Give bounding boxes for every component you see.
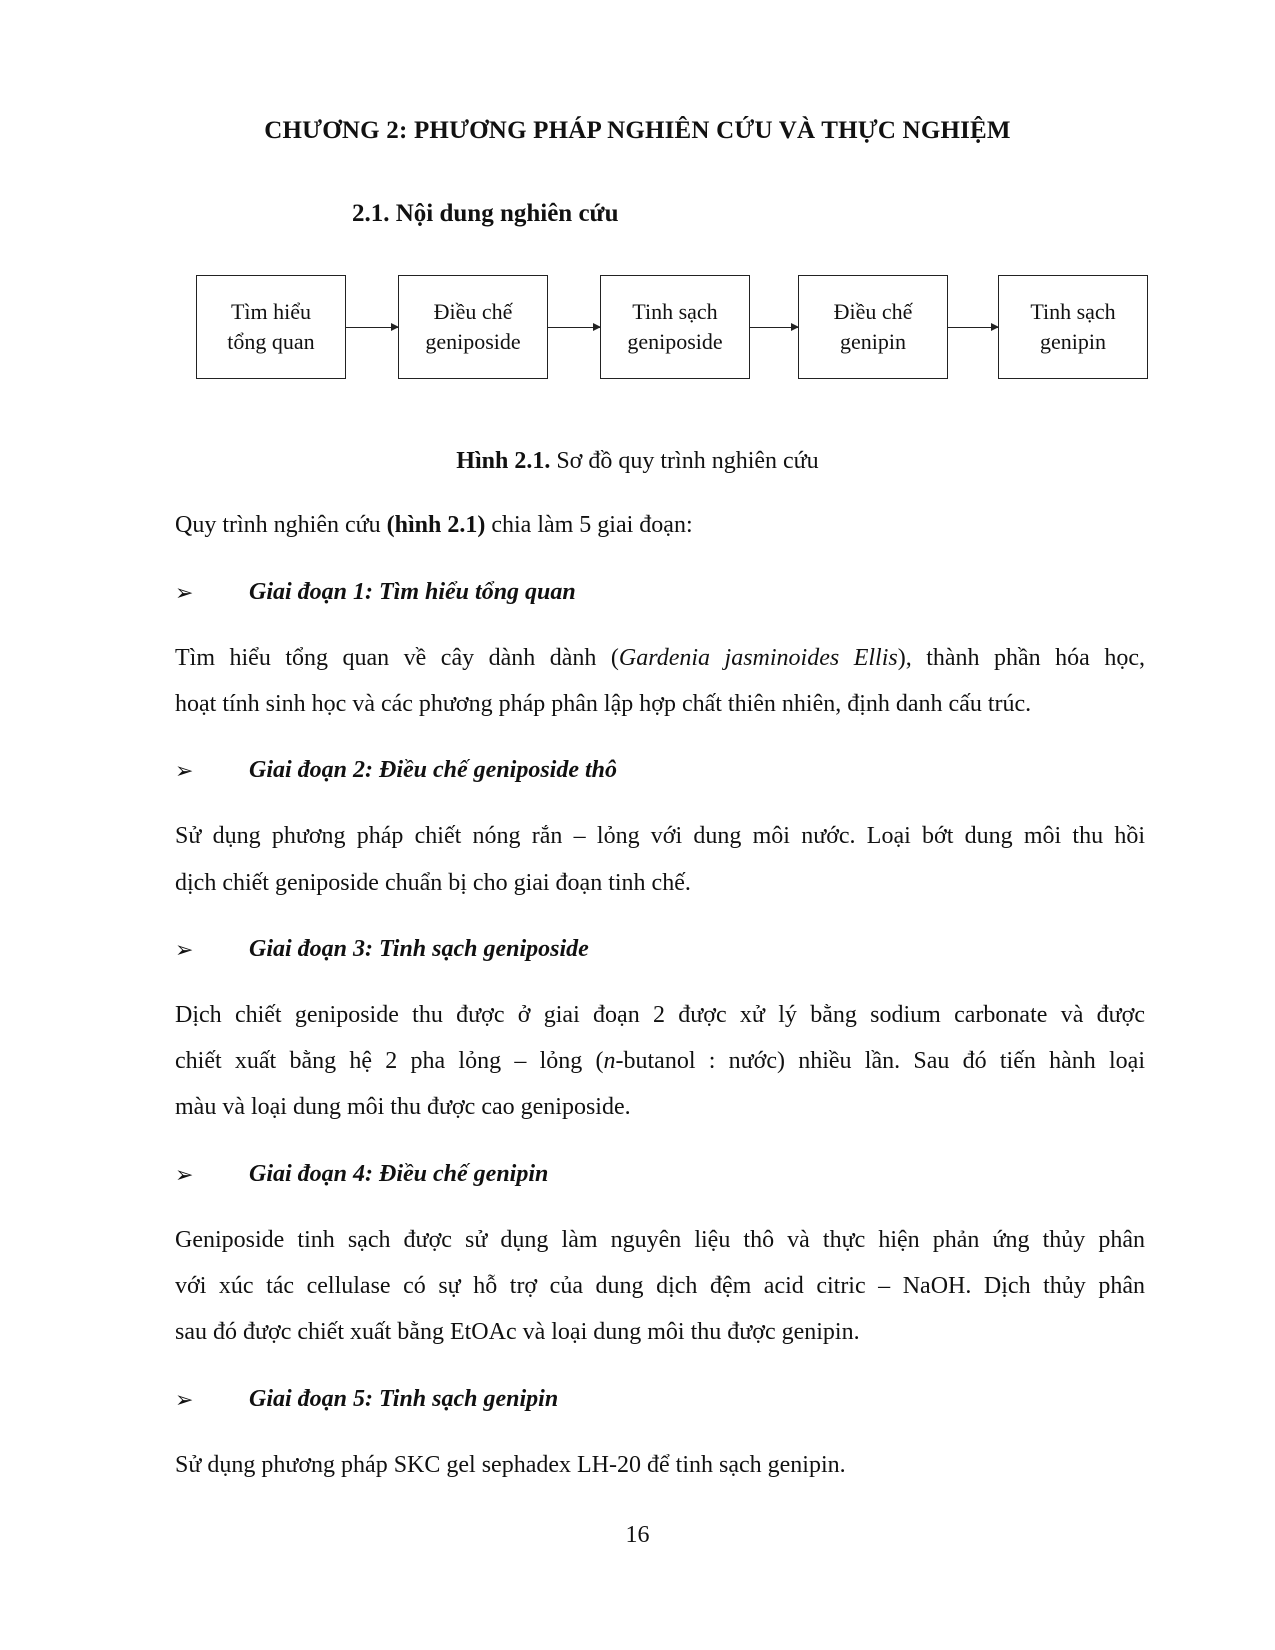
intro-figure-ref: (hình 2.1) [386,512,486,538]
stage-3-marker: ➢ [175,937,194,962]
stage-2-title: Giai đoạn 2: Điều chế geniposide thô [249,757,618,783]
species-name: Gardenia jasminoides Ellis [618,645,898,671]
stage-3-title: Giai đoạn 3: Tinh sạch geniposide [249,936,589,962]
stage-3-line-2-after: -butanol : nước) nhiều lần. Sau đó tiến hành loại [615,1048,1146,1074]
section-heading: 2.1. Nội dung nghiên cứu [352,200,619,227]
flow-arrow-1 [346,327,398,328]
intro-before: Quy trình nghiên cứu [175,512,387,538]
stage-1-title: Giai đoạn 1: Tìm hiểu tổng quan [249,579,576,605]
figure-caption [0,448,1275,475]
stage-1-line-1-before: Tìm hiểu tổng quan về cây dành dành ( [175,645,619,671]
figure-caption-label: Hình 2.1. [456,448,551,474]
stage-4-title: Giai đoạn 4: Điều chế genipin [249,1161,549,1187]
flow-arrow-4 [948,327,998,328]
figure-caption-text: Sơ đồ quy trình nghiên cứu [550,448,819,474]
stage-5-line-1: Sử dụng phương pháp SKC gel sephadex LH-20 để tinh sạch genipin. [175,1452,846,1478]
stage-2-marker: ➢ [175,758,194,783]
stage-5-title: Giai đoạn 5: Tinh sạch genipin [249,1386,559,1412]
flow-arrow-2 [548,327,600,328]
stage-1-line-1-after: ), thành phần hóa học, [897,645,1145,671]
stage-4-line-1: Geniposide tinh sạch được sử dụng làm nguyên liệu thô và thực hiện phản ứng thủy phân [175,1227,1145,1253]
intro-paragraph [175,512,693,539]
flow-box-4: Điều chế genipin [798,275,948,379]
stage-4-marker: ➢ [175,1162,194,1187]
stage-1-marker: ➢ [175,580,194,605]
stage-3-line-2 [175,1048,1145,1075]
intro-after: chia làm 5 giai đoạn: [485,512,693,538]
page-number: 16 [625,1522,650,1548]
stage-1-line-1 [175,645,1145,672]
stage-3-line-3: màu và loại dung môi thu được cao geniposide. [175,1094,631,1120]
stage-5-marker: ➢ [175,1387,194,1412]
stage-4-line-2: với xúc tác cellulase có sự hỗ trợ của dung dịch đệm acid citric – NaOH. Dịch thủy phân [175,1273,1145,1299]
flow-box-5: Tinh sạch genipin [998,275,1148,379]
stage-2-line-1: Sử dụng phương pháp chiết nóng rắn – lỏng với dung môi nước. Loại bớt dung môi thu hồi [175,823,1145,849]
flow-box-1: Tìm hiểu tổng quan [196,275,346,379]
chapter-title: CHƯƠNG 2: PHƯƠNG PHÁP NGHIÊN CỨU VÀ THỰC NGHIỆM [264,117,1011,144]
flow-arrow-3 [750,327,798,328]
stage-1-line-2: hoạt tính sinh học và các phương pháp phân lập hợp chất thiên nhiên, định danh cấu trúc. [175,691,1032,717]
stage-3-line-1: Dịch chiết geniposide thu được ở giai đoạn 2 được xử lý bằng sodium carbonate và được [175,1002,1145,1028]
stage-3-line-2-before: chiết xuất bằng hệ 2 pha lỏng – lỏng ( [175,1048,604,1074]
flow-box-2: Điều chế geniposide [398,275,548,379]
flow-box-3: Tinh sạch geniposide [600,275,750,379]
stage-2-line-2: dịch chiết geniposide chuẩn bị cho giai đoạn tinh chế. [175,870,691,896]
n-prefix: n [603,1048,616,1074]
stage-4-line-3: sau đó được chiết xuất bằng EtOAc và loại dung môi thu được genipin. [175,1319,860,1345]
